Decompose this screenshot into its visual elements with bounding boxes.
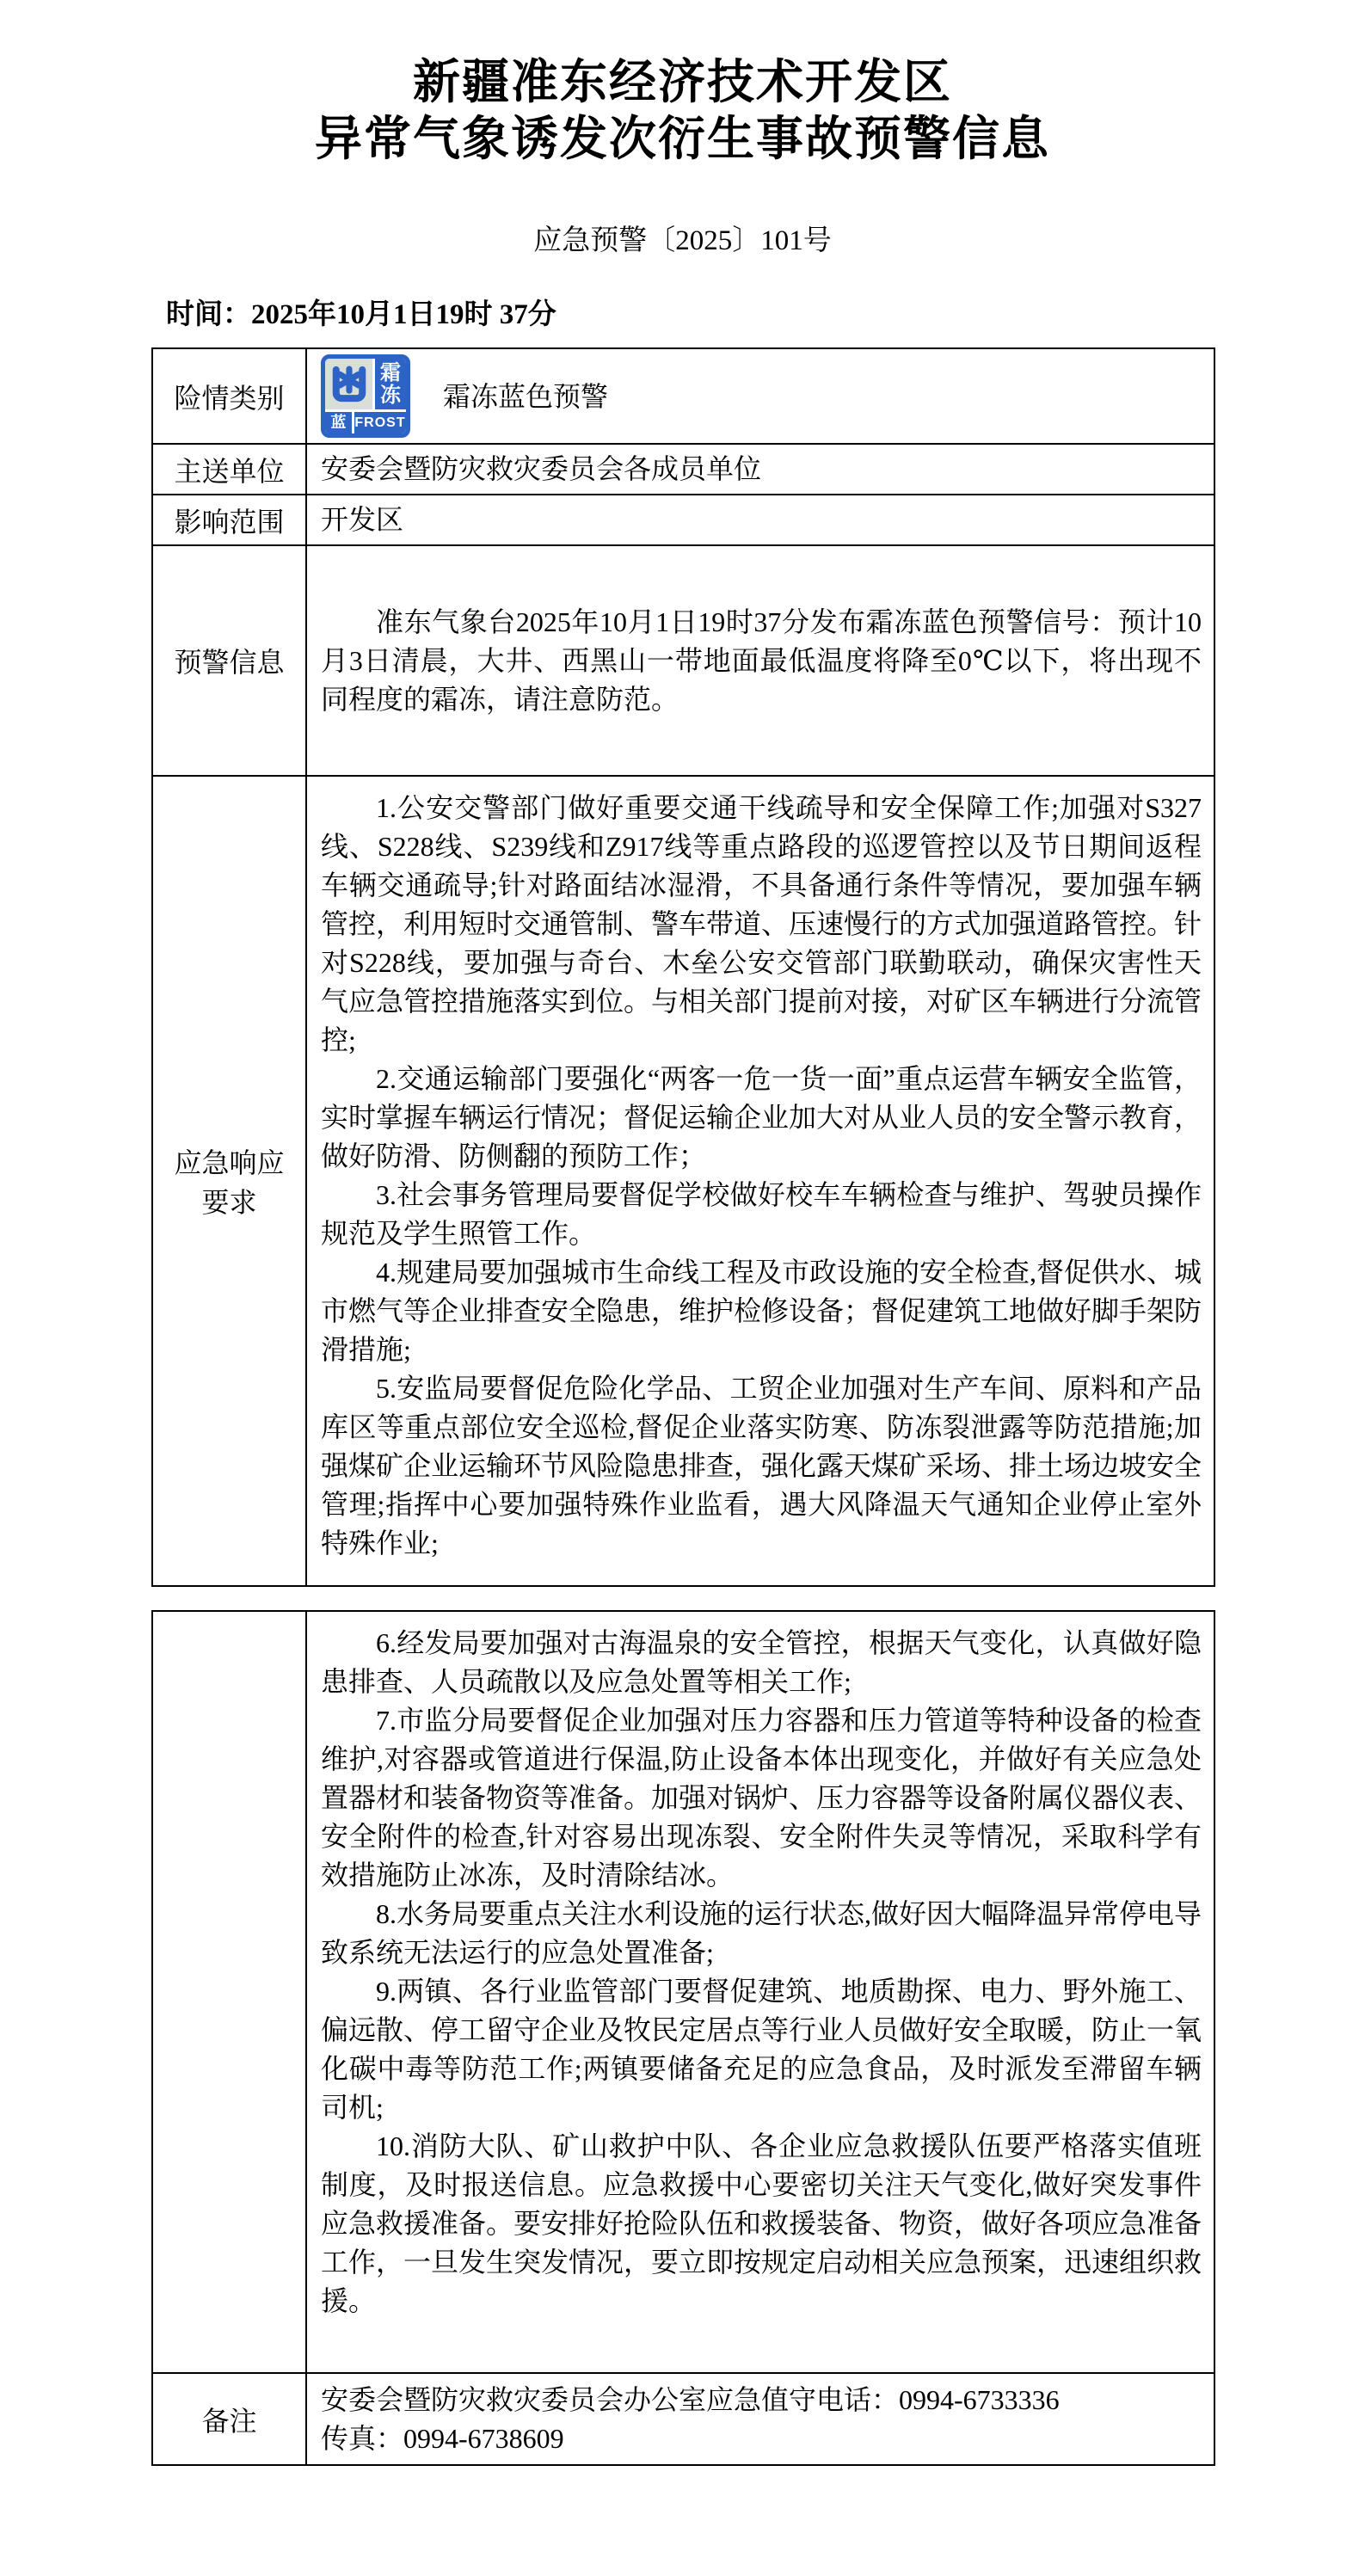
value-affected-area: 开发区 — [306, 495, 1214, 545]
frost-symbol-icon — [325, 359, 372, 409]
warning-info-table — [151, 347, 1215, 1587]
warning-info-table-continued — [151, 1610, 1215, 2466]
icon-level-badge: 蓝 — [325, 412, 352, 433]
doc-number: 应急预警〔2025〕101号 — [533, 225, 832, 256]
row-recipients — [152, 444, 1214, 495]
icon-name-cn — [375, 359, 406, 409]
row-remarks — [152, 2373, 1214, 2465]
row-warning-info — [152, 545, 1214, 776]
response-items-1-5 — [306, 776, 1214, 1586]
response-item: 3.社会事务管理局要督促学校做好校车车辆检查与维护、驾驶员操作规范及学生照管工作。 — [321, 1179, 1202, 1249]
response-item: 1.公安交警部门做好重要交通干线疏导和安全保障工作;加强对S327线、S228线、S239线和Z917线等重点路段的巡逻管控以及节日期间返程车辆交通疏导;针对路面结冰湿滑，不具备通行条件等情况，要加强车辆管控，利用短时交通管制、警车带道、压速慢行的方式加强道路管控。针对S228线，要加强与奇台、木垒公安交管部门联勤联动，确保灾害性天气应急管控措施落实到位。与相关部门提前对接，对矿区车辆进行分流管控; — [321, 792, 1202, 1055]
row-affected-area — [152, 495, 1214, 545]
response-item: 6.经发局要加强对古海温泉的安全管控，根据天气变化，认真做好隐患排查、人员疏散以及应急处置等相关工作; — [321, 1627, 1202, 1697]
warning-info-paragraph: 准东气象台2025年10月1日19时37分发布霜冻蓝色预警信号：预计10月3日清晨，大井、西黑山一带地面最低温度将降至0℃以下，将出现不同程度的霜冻，请注意防范。 — [321, 606, 1202, 715]
label-empty — [152, 1611, 306, 2373]
frost-blue-warning-icon — [321, 354, 410, 438]
response-item: 8.水务局要重点关注水利设施的运行状态,做好因大幅降温异常停电导致系统无法运行的应急处置准备; — [321, 1898, 1202, 1968]
label-recipients-text: 主送单位 — [174, 455, 285, 487]
label-warning-info-text: 预警信息 — [174, 647, 285, 678]
risk-category-text: 霜冻蓝色预警 — [443, 380, 609, 412]
page-title-line2: 异常气象诱发次衍生事故预警信息 — [314, 112, 1050, 165]
issue-time: 时间：2025年10月1日19时 37分 — [166, 299, 556, 330]
page-title — [0, 53, 1365, 167]
value-remarks — [306, 2373, 1214, 2465]
remark-line-phone: 安委会暨防灾救灾委员会办公室应急值守电话：0994-6733336 — [321, 2383, 1060, 2415]
label-response-requirements-text: 应急响应要求 — [174, 1147, 285, 1218]
row-response-requirements — [152, 776, 1214, 1586]
icon-name-cn-bottom: 冻 — [380, 383, 401, 407]
label-recipients — [152, 444, 306, 495]
label-remarks — [152, 2373, 306, 2465]
label-response-requirements — [152, 776, 306, 1586]
icon-name-en: FROST — [354, 412, 406, 433]
row-response-requirements-continued — [152, 1611, 1214, 2373]
response-item: 4.规建局要加强城市生命线工程及市政设施的安全检查,督促供水、城市燃气等企业排查安全隐患，维护检修设备；督促建筑工地做好脚手架防滑措施; — [321, 1257, 1202, 1365]
page-title-line1: 新疆准东经济技术开发区 — [412, 55, 952, 108]
label-remarks-text: 备注 — [201, 2405, 257, 2437]
label-risk-category-text: 险情类别 — [174, 382, 285, 414]
value-risk-category — [306, 348, 1214, 444]
value-warning-info — [306, 545, 1214, 776]
response-item: 5.安监局要督促危险化学品、工贸企业加强对生产车间、原料和产品库区等重点部位安全巡检,督促企业落实防寒、防冻裂泄露等防范措施;加强煤矿企业运输环节风险隐患排查，强化露天煤矿采场、排土场边坡安全管理;指挥中心要加强特殊作业监看，遇大风降温天气通知企业停止室外特殊作业; — [321, 1373, 1202, 1559]
row-risk-category — [152, 348, 1214, 444]
label-risk-category — [152, 348, 306, 444]
response-item: 10.消防大队、矿山救护中队、各企业应急救援队伍要严格落实值班制度，及时报送信息。应急救援中心要密切关注天气变化,做好突发事件应急救援准备。要安排好抢险队伍和救援装备、物资，做好各项应急准备工作，一旦发生突发情况，要立即按规定启动相关应急预案，迅速组织救援。 — [321, 2130, 1202, 2316]
value-recipients: 安委会暨防灾救灾委员会各成员单位 — [306, 444, 1214, 495]
label-warning-info — [152, 545, 306, 776]
response-item: 9.两镇、各行业监管部门要督促建筑、地质勘探、电力、野外施工、偏远散、停工留守企业及牧民定居点等行业人员做好安全取暖，防止一氧化碳中毒等防范工作;两镇要储备充足的应急食品，及时派发至滞留车辆司机; — [321, 1976, 1202, 2123]
remark-line-fax: 传真：0994-6738609 — [321, 2422, 564, 2454]
response-item: 2.交通运输部门要强化“两客一危一货一面”重点运营车辆安全监管，实时掌握车辆运行情况；督促运输企业加大对从业人员的安全警示教育，做好防滑、防侧翻的预防工作； — [321, 1063, 1202, 1171]
response-item: 7.市监分局要督促企业加强对压力容器和压力管道等特种设备的检查维护,对容器或管道进行保温,防止设备本体出现变化，并做好有关应急处置器材和装备物资等准备。加强对锅炉、压力容器等设备附属仪器仪表、安全附件的检查,针对容易出现冻裂、安全附件失灵等情况，采取科学有效措施防止冰冻，及时清除结冰。 — [321, 1705, 1202, 1891]
response-items-6-10 — [306, 1611, 1214, 2373]
icon-name-cn-top: 霜 — [380, 360, 401, 384]
label-affected-area-text: 影响范围 — [174, 506, 285, 538]
label-affected-area — [152, 495, 306, 545]
